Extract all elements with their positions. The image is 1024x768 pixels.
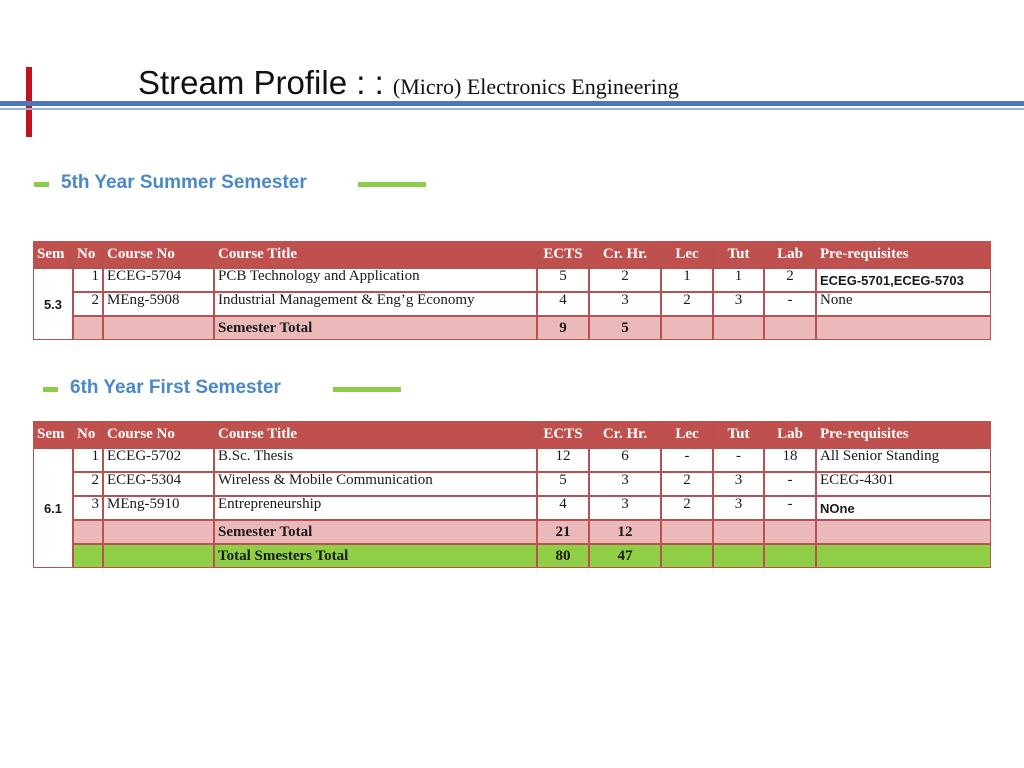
course-title: Entrepreneurship — [214, 496, 537, 520]
total-row-spacer — [103, 316, 214, 340]
grand-total-label: Total Smesters Total — [214, 544, 537, 568]
column-header-sem: Sem — [33, 421, 73, 448]
page-title-sub: (Micro) Electronics Engineering — [392, 74, 679, 99]
lecture-hours-value: 1 — [661, 268, 713, 292]
semester-total-label: Semester Total — [214, 316, 537, 340]
column-header-sem: Sem — [33, 241, 73, 268]
column-header-tut: Tut — [713, 421, 764, 448]
page-title — [138, 64, 679, 102]
ects-value: 12 — [537, 448, 589, 472]
lab-hours-value: - — [764, 496, 816, 520]
credit-hours-value: 3 — [589, 496, 661, 520]
column-header-ects: ECTS — [537, 421, 589, 448]
grand-total-spacer — [713, 544, 764, 568]
semester-total-ects: 21 — [537, 520, 589, 544]
prerequisites-value: None — [816, 292, 991, 316]
course-title: B.Sc. Thesis — [214, 448, 537, 472]
course-code: ECEG-5704 — [103, 268, 214, 292]
total-row-spacer — [713, 520, 764, 544]
lecture-hours-value: 2 — [661, 292, 713, 316]
course-title: PCB Technology and Application — [214, 268, 537, 292]
semester-total-cr-hr: 12 — [589, 520, 661, 544]
lab-hours-value: - — [764, 472, 816, 496]
course-number-index: 3 — [73, 496, 103, 520]
course-title: Industrial Management & Eng’g Economy — [214, 292, 537, 316]
total-row-spacer — [713, 316, 764, 340]
total-row-spacer — [103, 520, 214, 544]
total-row-spacer — [816, 316, 991, 340]
semester-total-cr-hr: 5 — [589, 316, 661, 340]
credit-hours-value: 2 — [589, 268, 661, 292]
semester-code: 6.1 — [33, 448, 73, 568]
column-header-no: No — [73, 421, 103, 448]
lecture-hours-value: 2 — [661, 496, 713, 520]
semester-total-ects: 9 — [537, 316, 589, 340]
grand-total-spacer — [661, 544, 713, 568]
ects-value: 4 — [537, 496, 589, 520]
section-heading-summer — [34, 170, 434, 200]
total-row-spacer — [73, 520, 103, 544]
credit-hours-value: 3 — [589, 292, 661, 316]
lab-hours-value: 18 — [764, 448, 816, 472]
section-bullet-right — [358, 182, 426, 187]
grand-total-spacer — [73, 544, 103, 568]
lab-hours-value: - — [764, 292, 816, 316]
course-number-index: 1 — [73, 268, 103, 292]
section-heading-first — [43, 375, 413, 405]
column-header-lab: Lab — [764, 421, 816, 448]
prerequisites-value: NOne — [816, 496, 991, 520]
course-code: ECEG-5304 — [103, 472, 214, 496]
column-header-ects: ECTS — [537, 241, 589, 268]
ects-value: 5 — [537, 472, 589, 496]
course-code: MEng-5910 — [103, 496, 214, 520]
tutorial-hours-value: 3 — [713, 496, 764, 520]
page-title-main: Stream Profile : : — [138, 64, 393, 101]
column-header-tut: Tut — [713, 241, 764, 268]
course-number-index: 2 — [73, 292, 103, 316]
credit-hours-value: 6 — [589, 448, 661, 472]
total-row-spacer — [764, 520, 816, 544]
course-number-index: 2 — [73, 472, 103, 496]
grand-total-cr-hr: 47 — [589, 544, 661, 568]
course-code: MEng-5908 — [103, 292, 214, 316]
grand-total-ects: 80 — [537, 544, 589, 568]
section-bullet-left — [43, 387, 58, 392]
lecture-hours-value: 2 — [661, 472, 713, 496]
column-header-course-no: Course No — [103, 421, 214, 448]
column-header-cr-hr: Cr. Hr. — [589, 421, 661, 448]
semester-total-label: Semester Total — [214, 520, 537, 544]
column-header-prereq: Pre-requisites — [816, 421, 991, 448]
column-header-course-title: Course Title — [214, 421, 537, 448]
section-bullet-right — [333, 387, 401, 392]
column-header-lab: Lab — [764, 241, 816, 268]
prerequisites-value: All Senior Standing — [816, 448, 991, 472]
tutorial-hours-value: - — [713, 448, 764, 472]
ects-value: 4 — [537, 292, 589, 316]
header-rule-thin — [0, 108, 1024, 110]
semester-code: 5.3 — [33, 268, 73, 340]
tutorial-hours-value: 3 — [713, 472, 764, 496]
column-header-lec: Lec — [661, 421, 713, 448]
total-row-spacer — [764, 316, 816, 340]
total-row-spacer — [661, 316, 713, 340]
section-title: 6th Year First Semester — [70, 377, 281, 398]
total-row-spacer — [816, 520, 991, 544]
column-header-course-title: Course Title — [214, 241, 537, 268]
section-title: 5th Year Summer Semester — [61, 172, 307, 193]
section-bullet-left — [34, 182, 49, 187]
column-header-course-no: Course No — [103, 241, 214, 268]
total-row-spacer — [661, 520, 713, 544]
lab-hours-value: 2 — [764, 268, 816, 292]
grand-total-spacer — [816, 544, 991, 568]
course-title: Wireless & Mobile Communication — [214, 472, 537, 496]
column-header-cr-hr: Cr. Hr. — [589, 241, 661, 268]
prerequisites-value: ECEG-4301 — [816, 472, 991, 496]
tutorial-hours-value: 1 — [713, 268, 764, 292]
grand-total-spacer — [103, 544, 214, 568]
course-number-index: 1 — [73, 448, 103, 472]
ects-value: 5 — [537, 268, 589, 292]
total-row-spacer — [73, 316, 103, 340]
course-code: ECEG-5702 — [103, 448, 214, 472]
column-header-lec: Lec — [661, 241, 713, 268]
column-header-prereq: Pre-requisites — [816, 241, 991, 268]
credit-hours-value: 3 — [589, 472, 661, 496]
tutorial-hours-value: 3 — [713, 292, 764, 316]
lecture-hours-value: - — [661, 448, 713, 472]
grand-total-spacer — [764, 544, 816, 568]
prerequisites-value: ECEG-5701,ECEG-5703 — [816, 268, 991, 292]
column-header-no: No — [73, 241, 103, 268]
